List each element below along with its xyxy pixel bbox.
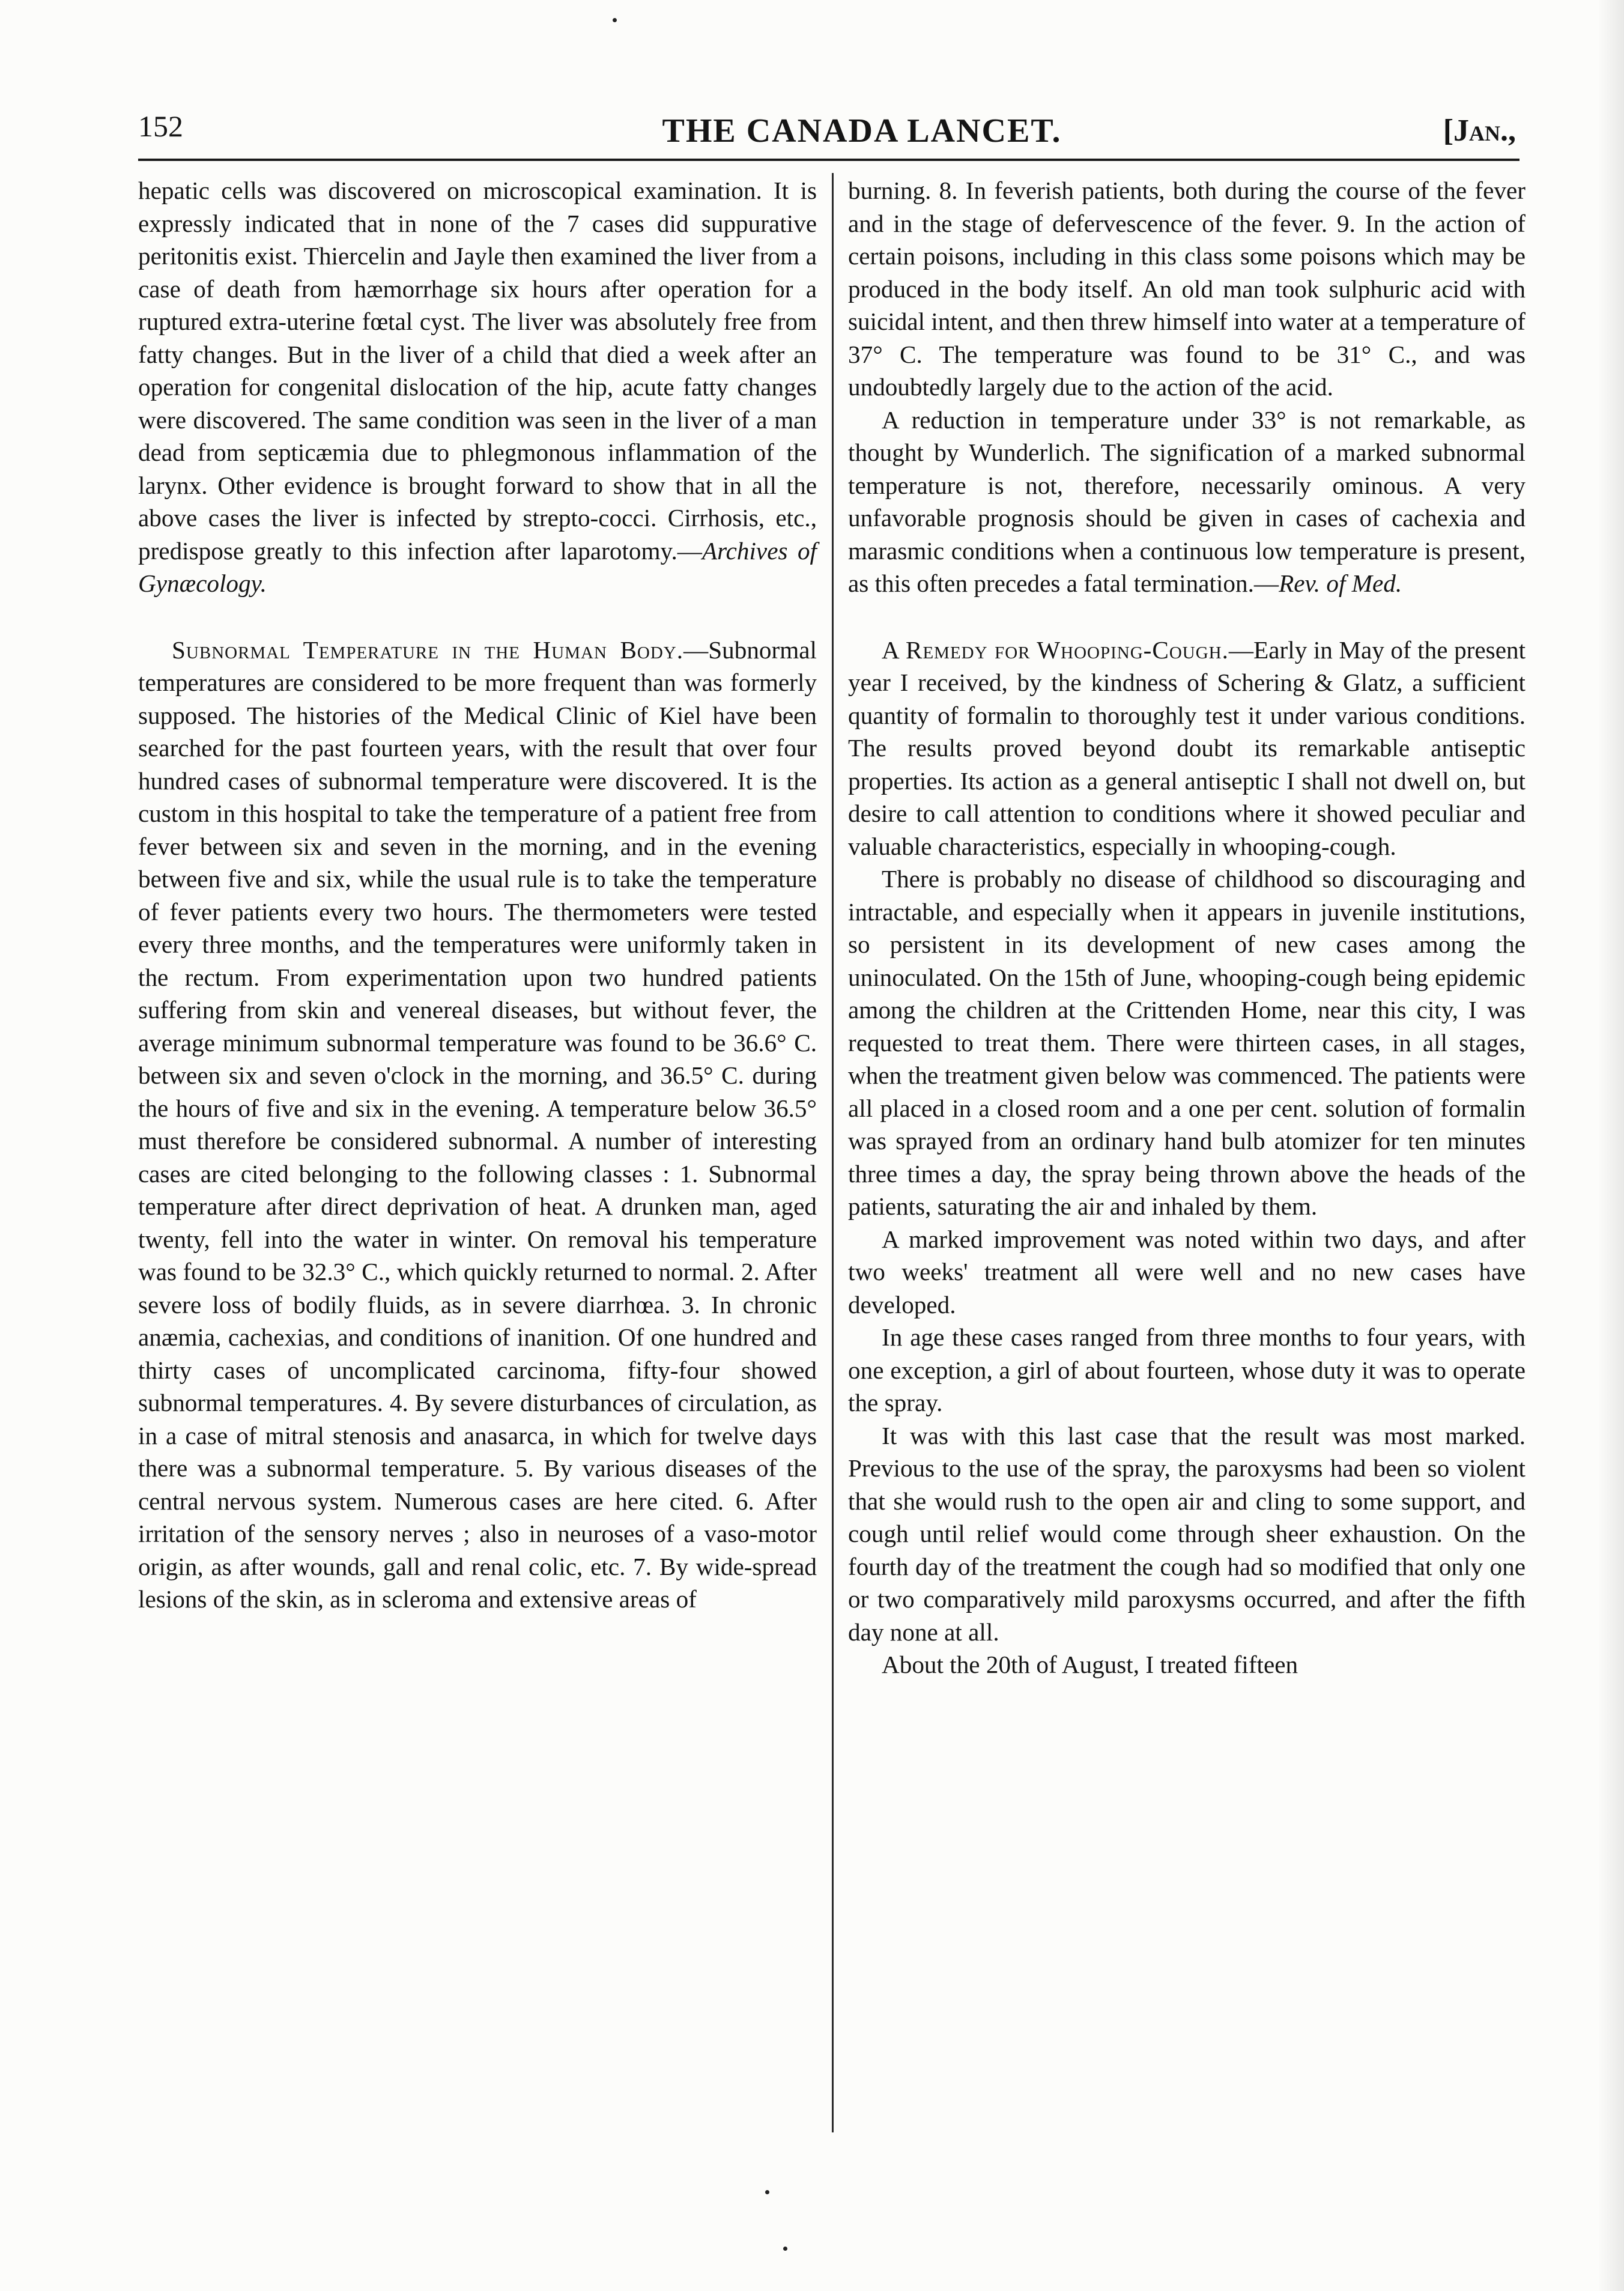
left-para-2-text: —Subnormal temperatures are considered to be more frequent than was formerly supposed. The histories of the Medical Clinic of Kiel have been searched for the past fourteen years, with the result that over four hundred cases of subnormal temperature were discovered. It is the custom in this hospital to take the temperature of a patient free from fever between six and seven in the morning, and in the evening between five and six, while the usual rule is to take the temperature of fever patients every two hours. The thermometers were tested every three months, and the temperatures were uniformly taken in the rectum. From experimentation upon two hundred patients suffering from skin and venereal diseases, but without fever, the average minimum subnormal temperature was found to be 36.6° C. between six and seven o'clock in the morning, and 36.5° C. during the hours of five and six in the evening. A temperature below 36.5° must therefore be considered subnormal. A number of interesting cases are cited belonging to the following classes : 1. Subnormal temperature after direct deprivation of heat. A drunken man, aged twenty, fell into the water in winter. On removal his temperature was found to be 32.3° C., which quickly returned to normal. 2. After severe loss of bodily fluids, as in severe diarrhœa. 3. In chronic anæmia, cachexias, and conditions of inanition. Of one hundred and thirty cases of uncomplicated carcinoma, fifty-four showed subnormal temperatures. 4. By severe disturbances of circulation, as in a case of mitral stenosis and anasarca, in which for twelve days there was a subnormal temperature. 5. By various diseases of the central nervous system. Numerous cases are here cited. 6. After irritation of the sensory nerves ; also in neuroses of a vaso-motor origin, as after wounds, gall and renal colic, etc. 7. By wide-spread lesions of the skin, as in scleroma and extensive areas of (138, 636, 817, 1613)
article-heading-whooping-cough: A Remedy for Whooping-Cough. (882, 636, 1229, 664)
left-para-1-citation: Archives of Gynæcology. (138, 536, 817, 597)
left-para-1 (138, 174, 817, 600)
scan-speck (783, 2247, 787, 2251)
right-para-3 (848, 634, 1526, 863)
scan-speck (765, 2190, 769, 2194)
right-para-2 (848, 404, 1526, 600)
scan-speck (613, 18, 617, 22)
page-number: 152 (138, 109, 183, 143)
scan-edge-shadow (1598, 0, 1624, 2291)
header-rule (138, 159, 1519, 161)
right-para-1: burning. 8. In feverish patients, both during the course of the fever and in the stage of defervescence of the fever. 9. In the action of certain poisons, including in this class some poisons which may be produced in the body itself. An old man took sulphuric acid with suicidal intent, and then threw himself into water at a temperature of 37° C. The temperature was found to be 31° C., and was undoubtedly largely due to the action of the acid. (848, 177, 1526, 401)
right-para-2-text: A reduction in temperature under 33° is not remarkable, as thought by Wunderlich. The signification of a marked subnormal temperature is not, therefore, necessarily ominous. A very unfavorable prognosis should be given in cases of cachexia and marasmic conditions when a continuous low temperature is present, as this often precedes a fatal termination.— (848, 405, 1526, 597)
journal-title: THE CANADA LANCET. (662, 112, 1062, 150)
left-para-2 (138, 634, 817, 1616)
right-para-3-text: —Early in May of the present year I received, by the kindness of Schering & Glatz, a sufficient quantity of formalin to thoroughly test it under various conditions. The results proved beyond doubt its remarkable antiseptic properties. Its action as a general antiseptic I shall not dwell on, but desire to call attention to conditions where it showed peculiar and valuable characteristics, especially in whooping-cough. (848, 636, 1526, 860)
right-column (848, 174, 1526, 1681)
issue-month: [Jan., (1443, 114, 1516, 148)
right-para-6: In age these cases ranged from three months to four years, with one exception, a girl of about fourteen, whose duty it was to operate the spray. (848, 1323, 1526, 1416)
right-para-4: There is probably no disease of childhood so discouraging and intractable, and especially when it appears in juvenile institutions, so persistent in its development of new cases among the uninoculated. On the 15th of June, whooping-cough being epidemic among the children at the Crittenden Home, near this city, I was requested to treat them. There were thirteen cases, in all stages, when the treatment given below was commenced. The patients were all placed in a closed room and a one per cent. solution of formalin was sprayed from an ordinary hand bulb atomizer for ten minutes three times a day, the spray being thrown above the heads of the patients, saturating the air and inhaled by them. (848, 865, 1526, 1220)
left-para-1-text: hepatic cells was discovered on microscopical examination. It is expressly indicated that in none of the 7 cases did suppurative peritonitis exist. Thiercelin and Jayle then examined the liver from a case of death from hæmorrhage six hours after operation for a ruptured extra-uterine fœtal cyst. The liver was absolutely free from fatty changes. But in the liver of a child that died a week after an operation for congenital dislocation of the hip, acute fatty changes were discovered. The same condition was seen in the liver of a man dead from septicæmia due to phlegmonous inflammation of the larynx. Other evidence is brought forward to show that in all the above cases the liver is infected by strepto-cocci. Cirrhosis, etc., predispose greatly to this infection after laparotomy.— (138, 177, 817, 565)
right-para-5: A marked improvement was noted within two days, and after two weeks' treatment all were well and no new cases have developed. (848, 1225, 1526, 1318)
right-para-8: About the 20th of August, I treated fifteen (882, 1651, 1298, 1678)
column-divider (832, 173, 834, 2132)
right-para-2-citation: Rev. of Med. (1279, 569, 1402, 597)
article-heading-subnormal-temperature: Subnormal Temperature in the Human Body. (172, 636, 684, 664)
right-para-7: It was with this last case that the result was most marked. Previous to the use of the spray, the paroxysms had been so violent that she would rush to the open air and cling to some support, and cough until relief would come through sheer exhaustion. On the fourth day of the treatment the cough had so modified that only one or two comparatively mild paroxysms occurred, and after the fifth day none at all. (848, 1421, 1526, 1646)
left-column (138, 174, 817, 1616)
